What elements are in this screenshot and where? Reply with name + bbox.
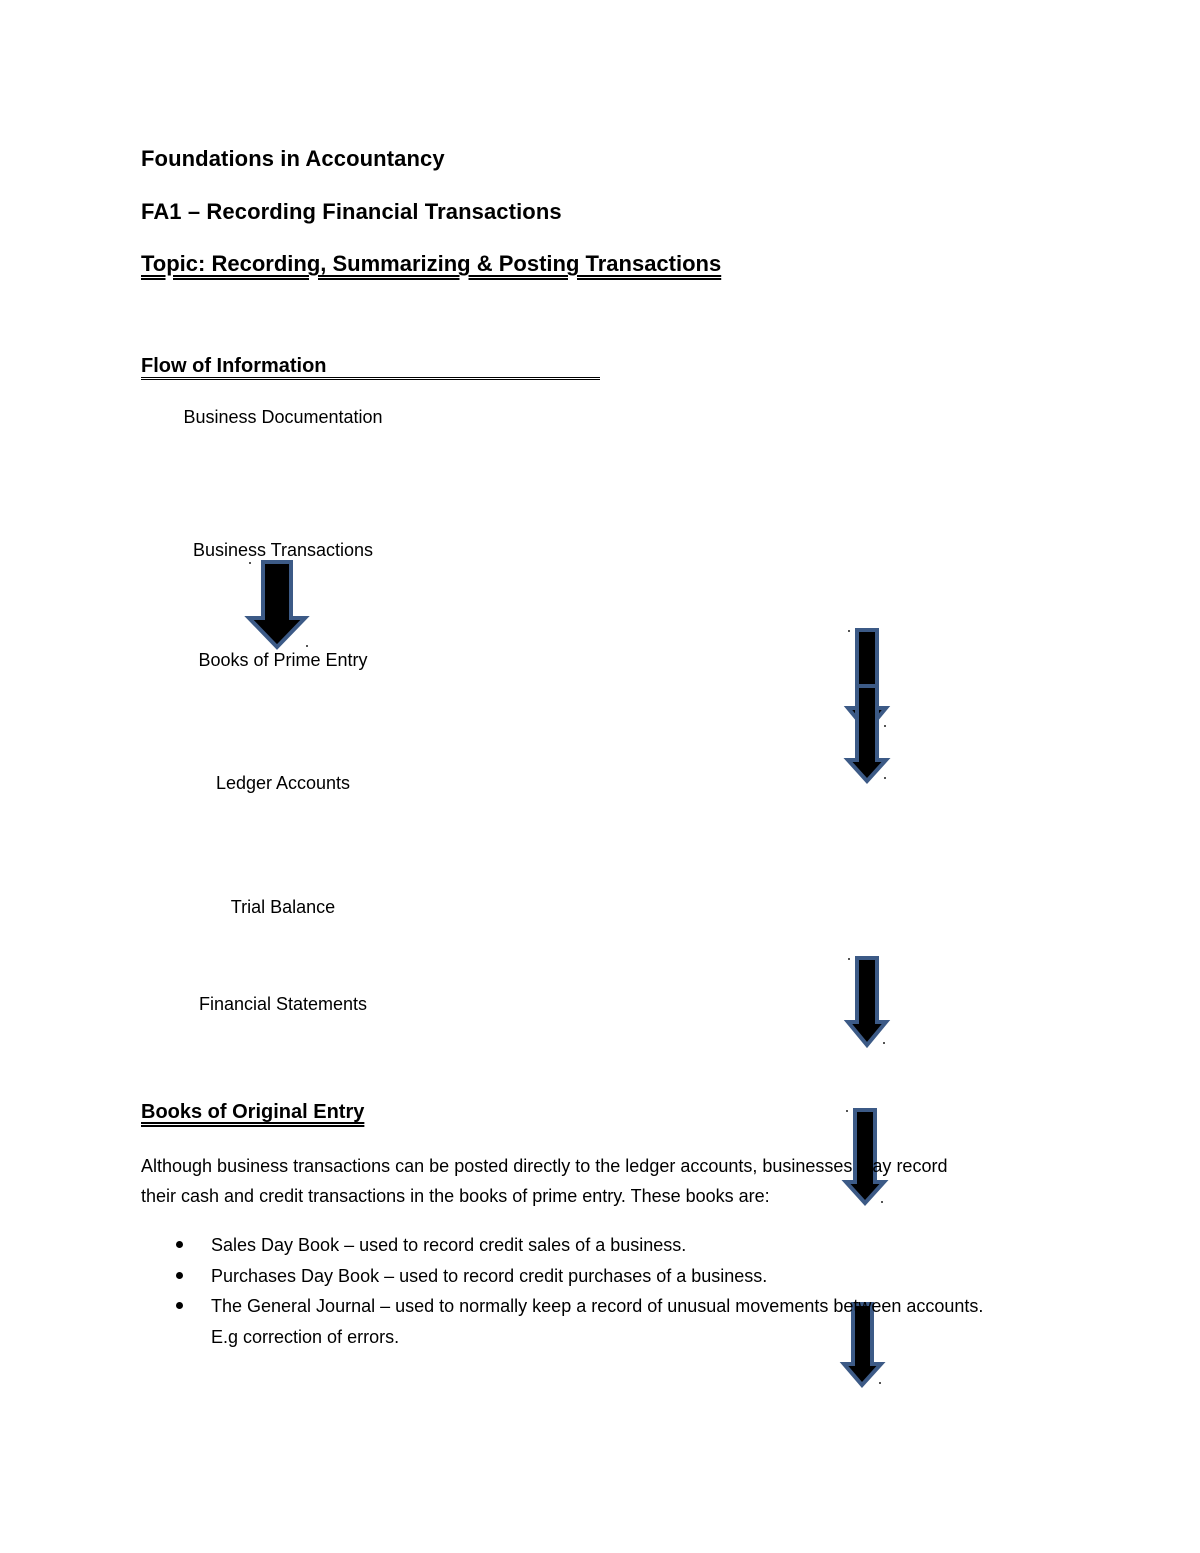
books-intro-line-1: Although business transactions can be posted directly to the ledger accounts, businesses may record xyxy=(141,1156,948,1176)
flow-heading: Flow of Information xyxy=(141,355,327,377)
books-intro-line-2: their cash and credit transactions in the books of prime entry. These books are: xyxy=(141,1186,770,1206)
anchor-dot xyxy=(881,1201,883,1203)
flow-heading-underline xyxy=(141,377,600,380)
flow-step-books-of-prime-entry: Books of Prime Entry xyxy=(198,650,368,670)
anchor-dot xyxy=(846,1110,848,1112)
flow-step-ledger-accounts: Ledger Accounts xyxy=(215,773,351,793)
topic-title: Topic: Recording, Summarizing & Posting Transactions xyxy=(141,251,722,276)
anchor-dot xyxy=(848,630,850,632)
down-arrow-icon xyxy=(846,684,888,784)
anchor-dot xyxy=(883,1042,885,1044)
down-arrow-icon xyxy=(846,956,888,1048)
module-title: FA1 – Recording Financial Transactions xyxy=(141,199,562,224)
flow-step-trial-balance: Trial Balance xyxy=(230,897,336,917)
down-arrow-icon xyxy=(246,560,308,650)
bullet-dot xyxy=(176,1272,183,1279)
bullet-general-journal: The General Journal – used to normally keep a record of unusual movements between accounts. xyxy=(211,1296,984,1316)
course-title: Foundations in Accountancy xyxy=(141,146,445,171)
bullet-sales-day-book: Sales Day Book – used to record credit sales of a business. xyxy=(211,1235,687,1255)
anchor-dot xyxy=(306,645,308,647)
books-heading: Books of Original Entry xyxy=(141,1101,365,1123)
flow-step-business-documentation: Business Documentation xyxy=(183,407,383,427)
anchor-dot xyxy=(884,777,886,779)
bullet-purchases-day-book: Purchases Day Book – used to record credit purchases of a business. xyxy=(211,1266,768,1286)
anchor-dot xyxy=(249,562,251,564)
anchor-dot xyxy=(884,725,886,727)
bullet-dot xyxy=(176,1302,183,1309)
anchor-dot xyxy=(879,1382,881,1384)
bullet-dot xyxy=(176,1241,183,1248)
flow-step-business-transactions: Business Transactions xyxy=(192,540,374,560)
anchor-dot xyxy=(848,958,850,960)
flow-step-financial-statements: Financial Statements xyxy=(198,994,368,1014)
bullet-general-journal-continued: E.g correction of errors. xyxy=(211,1327,400,1347)
